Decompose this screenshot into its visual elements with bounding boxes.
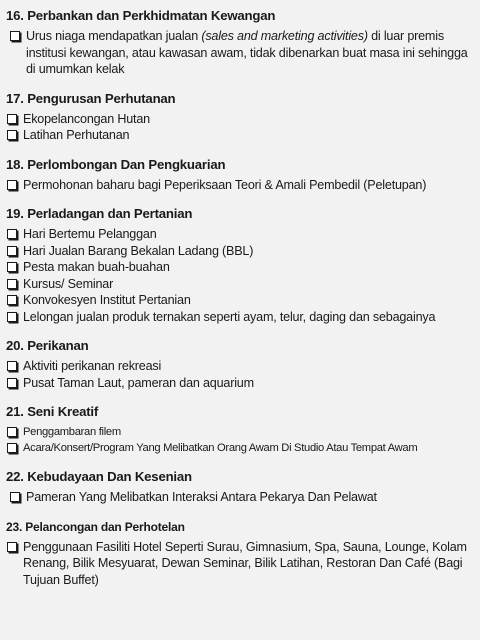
item-text: Kursus/ Seminar bbox=[23, 276, 114, 291]
list-item bbox=[6, 111, 470, 128]
section-heading: 19. Perladangan dan Pertanian bbox=[6, 206, 193, 221]
list-item bbox=[6, 226, 470, 243]
checkbox-bullet-icon bbox=[10, 492, 20, 502]
checkbox-bullet-icon bbox=[7, 443, 17, 453]
list-item bbox=[6, 489, 470, 506]
checkbox-bullet-icon bbox=[7, 361, 17, 371]
item-text: Penggunaan Fasiliti Hotel Seperti Surau, Gimnasium, Spa, Sauna, Lounge, Kolam Renang, Bilik Mesyuarat, Dewan Seminar, Bilik Latihan, Restoran Dan Café (Bagi Tujuan Buffet) bbox=[23, 539, 467, 587]
checkbox-bullet-icon bbox=[7, 180, 17, 190]
item-text: Penggambaran filem bbox=[23, 426, 121, 438]
section-heading: 20. Perikanan bbox=[6, 338, 89, 353]
list-item bbox=[6, 28, 470, 78]
section-20 bbox=[6, 338, 470, 391]
list-item bbox=[6, 539, 470, 589]
item-text: Aktiviti perikanan rekreasi bbox=[23, 359, 162, 373]
list-item bbox=[6, 177, 470, 194]
section-heading: 22. Kebudayaan Dan Kesenian bbox=[6, 469, 192, 484]
item-text: Permohonan baharu bagi Peperiksaan Teori & Amali Pembedil (Peletupan) bbox=[23, 177, 427, 192]
list-item bbox=[6, 243, 470, 260]
checkbox-bullet-icon bbox=[10, 31, 20, 41]
list-item bbox=[6, 424, 470, 440]
list-item bbox=[6, 259, 470, 276]
item-text: Ekopelancongan Hutan bbox=[23, 111, 150, 126]
section-heading: 21. Seni Kreatif bbox=[6, 404, 99, 419]
item-text: Acara/Konsert/Program Yang Melibatkan Orang Awam Di Studio Atau Tempat Awam bbox=[23, 442, 418, 454]
checkbox-bullet-icon bbox=[7, 114, 17, 124]
item-text: Urus niaga mendapatkan jualan (sales and marketing activities) di luar premis institusi kewangan, atau kawasan awam, tidak dibenarkan buat masa ini sehingga di umumkan kelak bbox=[26, 29, 468, 76]
section-16 bbox=[6, 8, 470, 78]
checkbox-bullet-icon bbox=[7, 130, 17, 140]
list-item bbox=[6, 440, 470, 456]
section-heading: 16. Perbankan dan Perkhidmatan Kewangan bbox=[6, 8, 276, 23]
item-text: Hari Bertemu Pelanggan bbox=[23, 227, 157, 241]
section-21 bbox=[6, 404, 470, 456]
item-text: Hari Jualan Barang Bekalan Ladang (BBL) bbox=[23, 243, 254, 258]
checkbox-bullet-icon bbox=[7, 427, 17, 437]
checkbox-bullet-icon bbox=[7, 378, 17, 388]
list-item bbox=[6, 276, 470, 293]
section-19 bbox=[6, 206, 470, 325]
section-17 bbox=[6, 91, 470, 144]
list-item bbox=[6, 358, 470, 375]
checkbox-bullet-icon bbox=[7, 262, 17, 272]
checkbox-bullet-icon bbox=[7, 312, 17, 322]
item-text: Konvokesyen Institut Pertanian bbox=[23, 293, 191, 307]
list-item bbox=[6, 292, 470, 309]
section-23 bbox=[6, 519, 470, 589]
list-item bbox=[6, 375, 470, 392]
section-22 bbox=[6, 469, 470, 506]
checkbox-bullet-icon bbox=[7, 542, 17, 552]
item-text: Pameran Yang Melibatkan Interaksi Antara Pekarya Dan Pelawat bbox=[26, 490, 377, 504]
item-text: Pusat Taman Laut, pameran dan aquarium bbox=[23, 375, 254, 390]
section-heading: 23. Pelancongan dan Perhotelan bbox=[6, 519, 185, 534]
list-item bbox=[6, 309, 470, 326]
item-text: Pesta makan buah-buahan bbox=[23, 260, 170, 274]
section-18 bbox=[6, 157, 470, 194]
list-item bbox=[6, 127, 470, 144]
item-text: Latihan Perhutanan bbox=[23, 128, 130, 142]
item-text: Lelongan jualan produk ternakan seperti ayam, telur, daging dan sebagainya bbox=[23, 309, 436, 324]
section-heading: 18. Perlombongan Dan Pengkuarian bbox=[6, 156, 226, 172]
checkbox-bullet-icon bbox=[7, 229, 17, 239]
section-heading: 17. Pengurusan Perhutanan bbox=[6, 90, 176, 106]
checkbox-bullet-icon bbox=[7, 295, 17, 305]
checkbox-bullet-icon bbox=[7, 279, 17, 289]
checkbox-bullet-icon bbox=[7, 246, 17, 256]
